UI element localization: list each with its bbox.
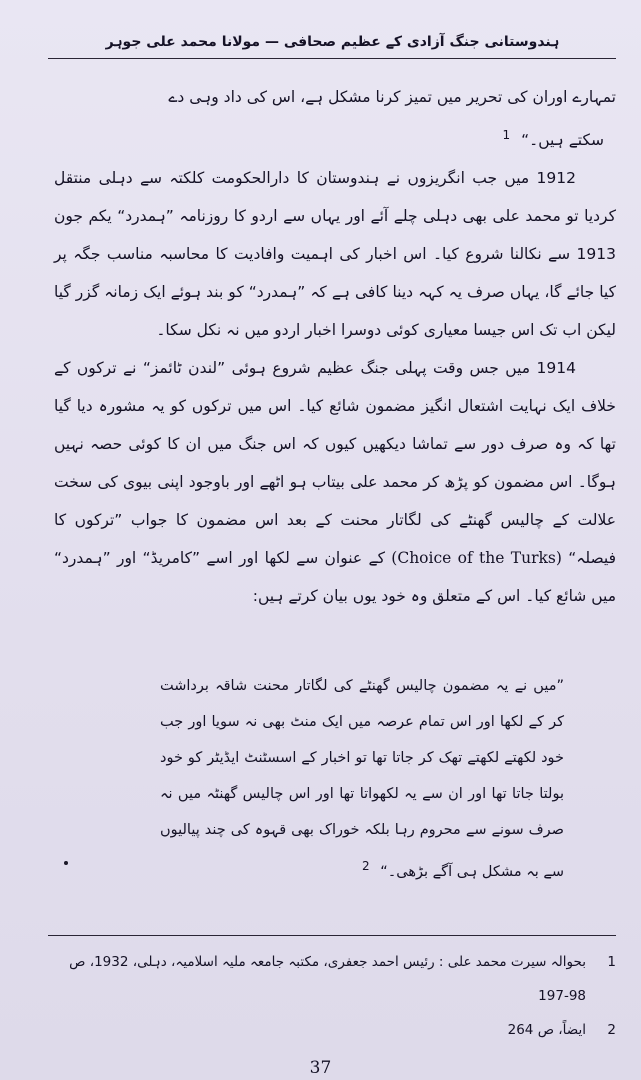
paragraph-hamdard: 1912 میں جب انگریزوں نے ہندوستان کا دارالحکومت کلکتہ سے دہلی منتقل کردیا تو محمد علی بھی دہلی چلے آئے اور یہاں سے اردو کا روزنامہ ”ہمدرد“ یکم جون 1913 سے نکالنا شروع کیا۔ اس اخبار کی اہمیت وافادیت کا محاسبہ مناسب جگہ پر کیا جائے گا، یہاں صرف یہ کہہ دینا کافی ہے کہ ”ہمدرد“ کو بند ہوئے ایک زمانہ گزر گیا لیکن اب تک اس جیسا معیاری کوئی دوسرا اخبار اردو میں نہ نکل سکا۔ (54, 169, 616, 340)
footnotes (60, 945, 616, 1047)
footnote-item (60, 945, 616, 1013)
block-quote-text: ”میں نے یہ مضمون چالیس گھنٹے کی لگاتار محنت شاقہ برداشت کر کے لکھا اور اس تمام عرصہ میں ایک منٹ بھی نہ سویا اور جب خود لکھتے لکھتے تھک کر جاتا تھا تو اخبار کے اسسٹنٹ ایڈیٹر کو خود بولتا جاتا تھا اور ان سے یہ لکھواتا تھا اور اس چالیس گھنٹہ میں نہ صرف سونے سے محروم رہا بلکہ خوراک بھی قہوہ کی چند پیالیوں سے بہ مشکل ہی آگے بڑھی۔“ (160, 678, 564, 880)
block-quote (160, 668, 564, 890)
footnote-text: بحوالہ سیرت محمد علی : رئیس احمد جعفری، مکتبہ جامعہ ملیہ اسلامیہ، دہلی، 1932، ص 98-197 (69, 954, 586, 1004)
main-text (54, 78, 616, 615)
paragraph-part-a: 1914 میں جس وقت پہلی جنگ عظیم شروع ہوئی ”لندن ٹائمز“ نے ترکوں کے خلاف ایک نہایت اشتعال انگیز مضمون شائع کیا۔ اس میں ترکوں کو یہ مشورہ دیا گیا تھا کہ وہ صرف دور سے تماشا دیکھیں کیوں کہ اس جنگ میں ان کا کوئی حصہ نہیں ہوگا۔ اس مضمون کو پڑھ کر محمد علی بیتاب ہو اٹھے اور باوجود اپنی بیوی کی سخت علالت کے چالیس گھنٹے کی لگاتار محنت کے بعد اس مضمون کا جواب ”ترکوں کا فیصلہ“ (54, 359, 616, 568)
footnote-number: 1 (607, 954, 616, 970)
footnote-text: ایضاً، ص 264 (507, 1022, 586, 1038)
continuation-line-1: تمہارے اوران کی تحریر میں تمیز کرنا مشکل ہے، اس کی داد وہی دے (168, 88, 616, 106)
footnote-number: 2 (607, 1022, 616, 1038)
footnote-marker-1: 1 (502, 128, 511, 142)
running-header: ہندوستانی جنگ آزادی کے عظیم صحافی — مولانا محمد علی جوہر (105, 34, 560, 50)
continuation-line-2: سکتے ہیں۔“ (521, 131, 604, 150)
quote-continuation (54, 78, 616, 159)
header-divider (48, 58, 616, 59)
english-title: (Choice of the Turks) (391, 549, 562, 568)
footnote-divider (48, 935, 616, 936)
footnote-item (60, 1013, 616, 1047)
footnote-marker-2: 2 (362, 859, 370, 873)
paragraph-choice-of-turks (54, 349, 616, 615)
stray-dot (64, 861, 68, 865)
paragraph-part-b: کے عنوان سے لکھا اور اسے ”کامریڈ“ اور ”ہمدرد“ میں شائع کیا۔ اس کے متعلق وہ خود یوں بیان کرتے ہیں: (54, 549, 616, 606)
page-number: 37 (309, 1058, 332, 1078)
